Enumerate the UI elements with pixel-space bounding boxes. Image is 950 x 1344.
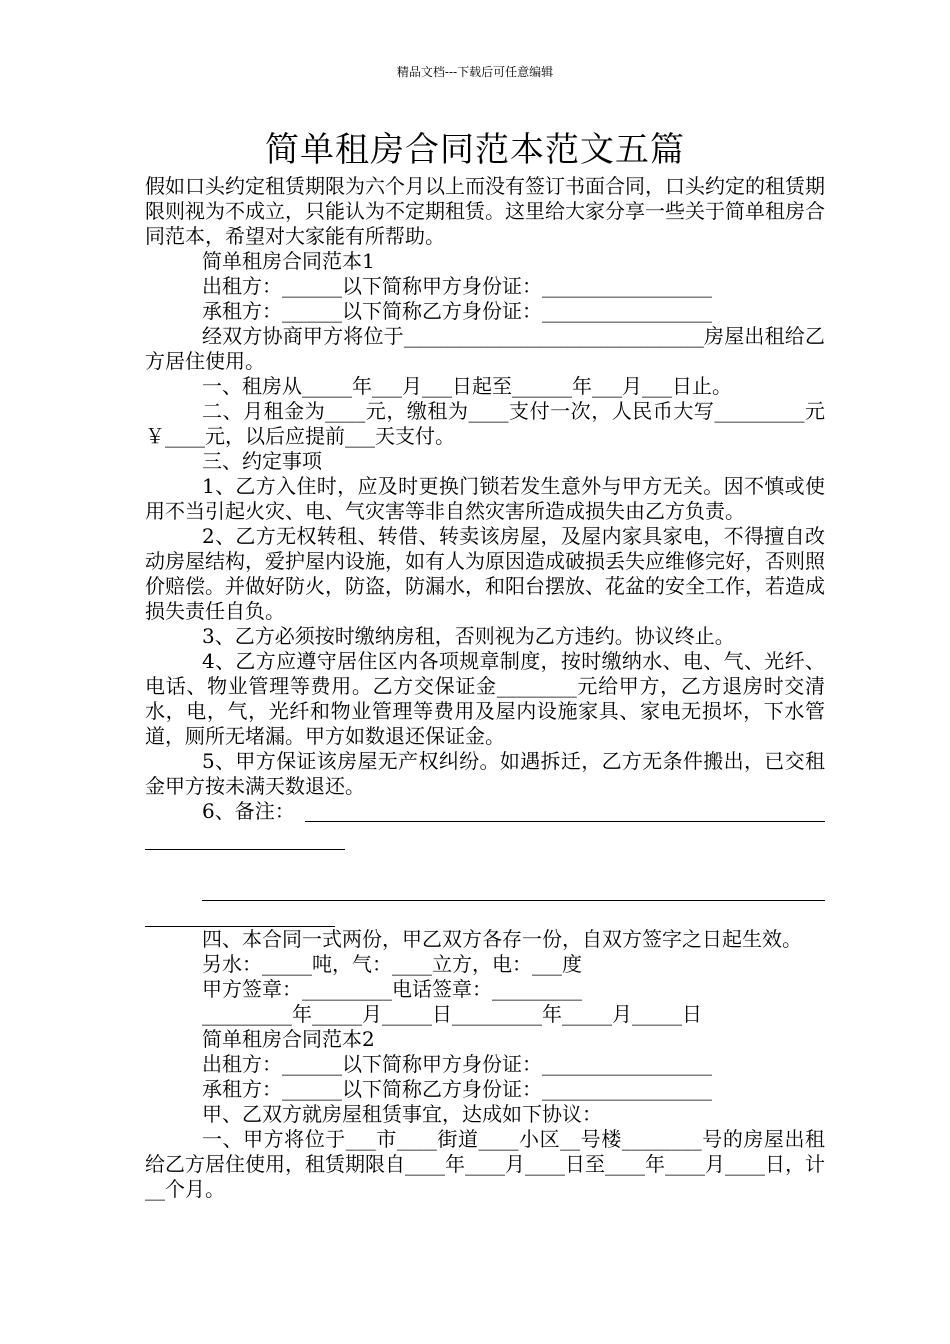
section-heading-2: 简单租房合同范本2: [202, 1027, 375, 1051]
lessor-line: 出租方：______以下简称甲方身份证：_________________: [202, 274, 712, 298]
lessor-line-2: 出租方：______以下简称甲方身份证：_________________: [202, 1052, 712, 1076]
clause-term: 一、租房从_____年___月___日起至______年___月___日止。: [202, 374, 732, 398]
utility-readings: 另水：_____吨，气：____立方，电：___度: [202, 952, 582, 976]
remarks-blank-line-continuation: [145, 824, 345, 850]
page-header: 精品文档---下载后可任意编辑: [396, 65, 554, 79]
clause-rent: 二、月租金为____元，缴租为____支付一次，人民币大写_________元￥____元，以后应提前___天支付。: [145, 399, 825, 448]
remarks-blank-line-2: [202, 875, 825, 901]
item-1: 1、乙方入住时，应及时更换门锁若发生意外与甲方无关。因不慎或使用不当引起火灾、电、气灾害等非自然灾害所造成损失由乙方负责。: [145, 474, 825, 523]
document-title: 简单租房合同范本范文五篇: [265, 130, 685, 170]
signature-line: 甲方签章：_________电话签章：_________: [202, 977, 582, 1001]
remarks-blank-line: [305, 821, 825, 822]
item-2: 2、乙方无权转租、转借、转卖该房屋，及屋内家具家电，不得擅自改动房屋结构，爱护屋内设施，如有人为原因造成破损丢失应维修完好，否则照价赔偿。并做好防火，防盗，防漏水，和阳台摆放、花盆的安全工作，若造成损失责任自负。: [145, 524, 825, 623]
lessee-line-2: 承租方：______以下简称乙方身份证：_________________: [202, 1077, 712, 1101]
agreement-intro-2: 甲、乙双方就房屋租赁事宜，达成如下协议：: [202, 1102, 602, 1126]
document-body: [145, 174, 825, 1202]
clause-agreed-matters: 三、约定事项: [202, 449, 322, 473]
lessee-line: 承租方：______以下简称乙方身份证：_________________: [202, 299, 712, 323]
clause-copies: 四、本合同一式两份，甲乙双方各存一份，自双方签字之日起生效。: [202, 927, 802, 951]
item-5: 5、甲方保证该房屋无产权纠纷。如遇拆迁，乙方无条件搬出，已交租金甲方按未满天数退还。: [145, 749, 825, 798]
item-6-remarks: 6、备注：: [145, 799, 825, 824]
intro-paragraph: 假如口头约定租赁期限为六个月以上而没有签订书面合同，口头约定的租赁期限则视为不成立，只能认为不定期租赁。这里给大家分享一些关于简单租房合同范本，希望对大家能有所帮助。: [145, 174, 825, 248]
property-location-clause: 经双方协商甲方将位于______________________________房屋出租给乙方居住使用。: [145, 324, 825, 373]
date-line: _________年_____月_____日_________年_____月_____日: [202, 1002, 702, 1026]
item-4: 4、乙方应遵守居住区内各项规章制度，按时缴纳水、电、气、光纤、电话、物业管理等费用。乙方交保证金________元给甲方，乙方退房时交清水，电，气，光纤和物业管理等费用及屋内设施家具、家电无损坏，下水管道，厕所无堵漏。甲方如数退还保证金。: [145, 649, 825, 748]
clause-1-location-term: 一、甲方将位于___市____街道____小区__号楼________号的房屋出租给乙方居住使用，租赁期限自____年____月____日至____年____月____日，计__个月。: [145, 1127, 825, 1201]
remarks-blank-line-2-continuation: [145, 901, 335, 927]
item-3: 3、乙方必须按时缴纳房租，否则视为乙方违约。协议终止。: [202, 624, 735, 648]
section-heading-1: 简单租房合同范本1: [202, 249, 375, 273]
